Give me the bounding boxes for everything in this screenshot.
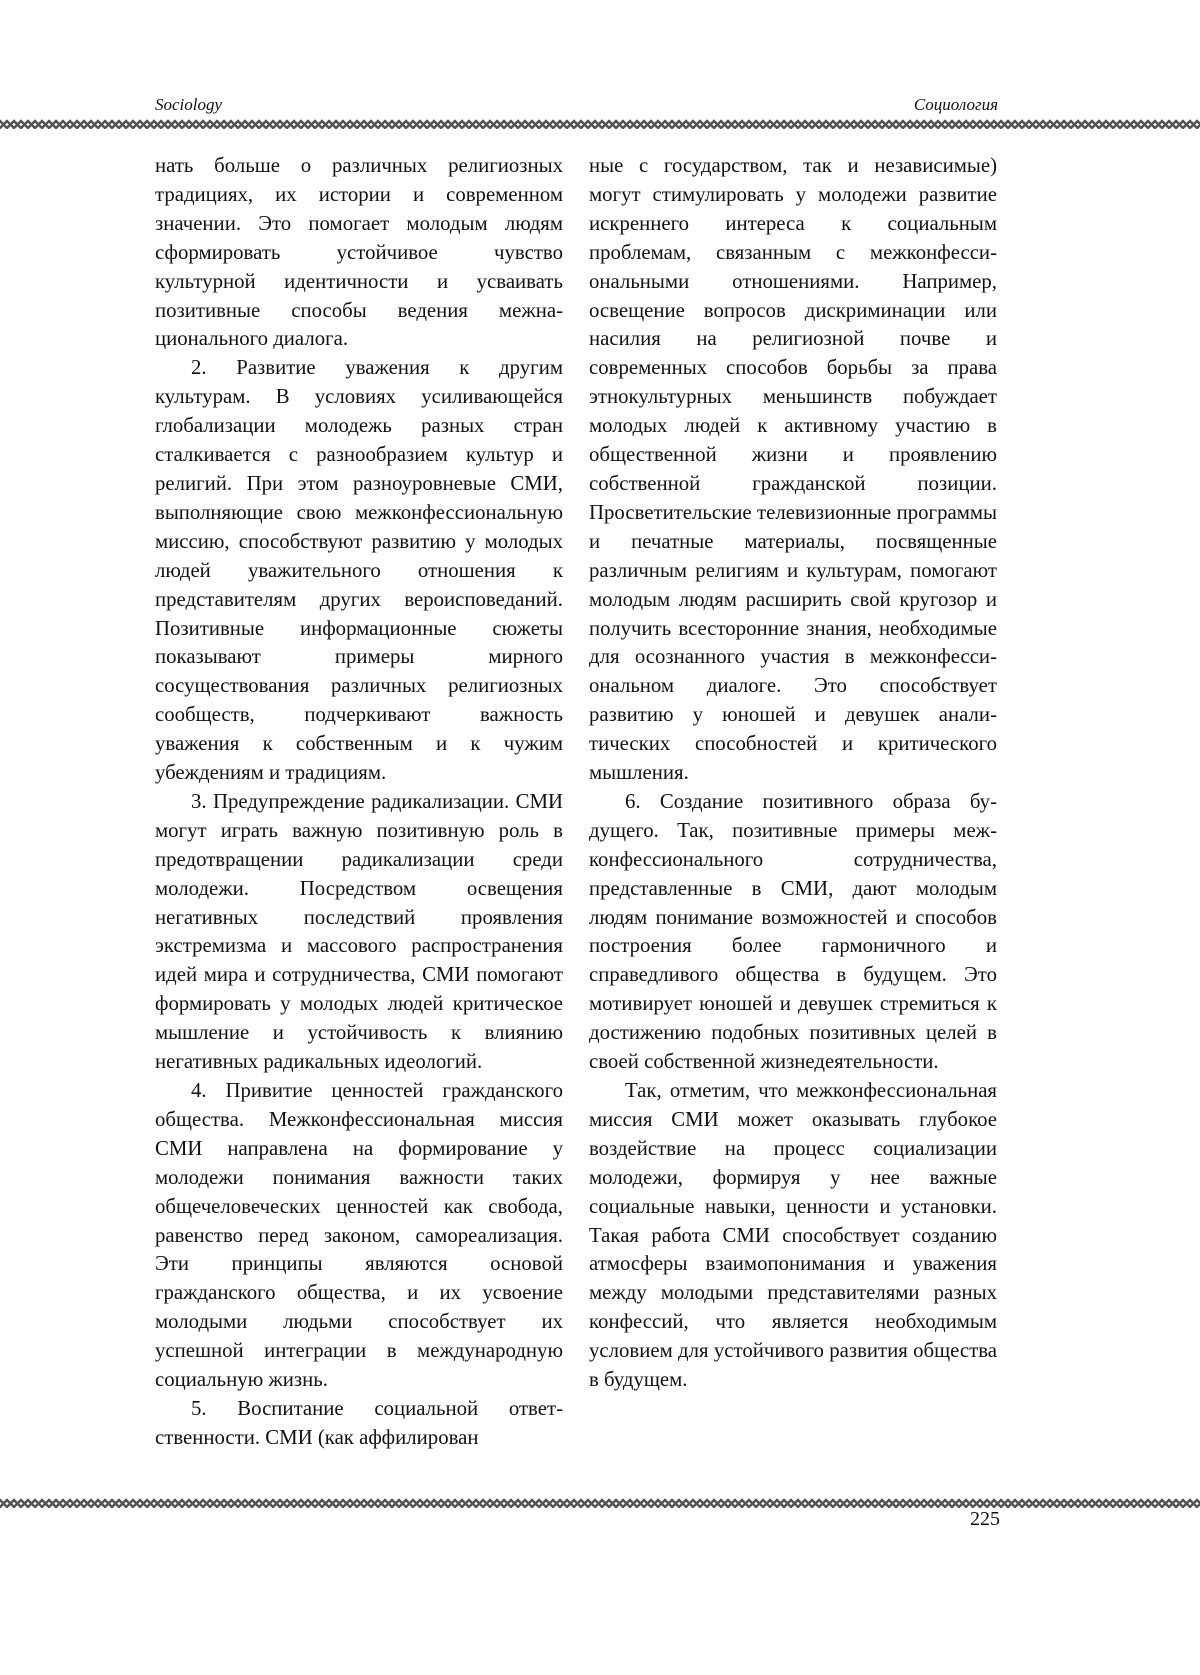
paragraph: ные с государством, так и независимые) могут стимулировать у молодежи развитие искреннего интереса к социальным проблемам, связанным с межконфессиональными отношениями. Например, освещение вопросов дискриминации или насилия на религиозной почве и современных способов борьбы за права этнокультурных меньшинств побуждает молодых людей к активному участию в общественной жизни и проявлению собственной гражданской позиции. Просветительские телевизионные программы и печатные материалы, посвященные различным религиям и культурам, помогают молодым людям расширить свой кругозор и получить всесторонние знания, необходимые для осознанного участия в межконфессиональном диалоге. Это способствует развитию у юношей и девушек аналитических способностей и критического мышления.: [589, 154, 997, 785]
top-ornamental-rule: [0, 119, 1200, 129]
paragraph: 6. Создание позитивного образа будущего. Так, позитивные примеры межконфессионального сотрудничества, представленные в СМИ, дают молодым людям понимание возможностей и способов построения более гармоничного и справедливого общества в будущем. Это мотивирует юношей и девушек стремиться к достижению подобных позитивных целей в своей собственной жизнедеятельности.: [589, 789, 997, 1074]
left-text-column: [155, 152, 563, 1453]
right-text-column: [589, 152, 997, 1395]
page-number: 225: [970, 1508, 1000, 1530]
paragraph: Так, отметим, что межконфессиональная миссия СМИ может оказывать глубокое воздействие на процесс социализации молодежи, формируя у нее важные социальные навыки, ценности и установки. Такая работа СМИ способствует созданию атмосферы взаимопонимания и уважения между молодыми представителями разных конфессий, что является необходимым условием для устойчивого развития общества в будущем.: [589, 1079, 997, 1392]
paragraph: 5. Воспитание социальной ответственности. СМИ (как аффилирован: [155, 1396, 563, 1449]
running-header: [155, 95, 998, 119]
paragraph: 3. Предупреждение радикализации. СМИ могут играть важную позитивную роль в предотвращении радикализации среди молодежи. Посредством освещения негативных последствий проявления экстремизма и массового распространения идей мира и сотрудничества, СМИ помогают формировать у молодых людей критическое мышление и устойчивость к влиянию негативных радикальных идеологий.: [155, 789, 563, 1074]
paragraph: нать больше о различных религиозных традициях, их истории и современном значении. Это помогает молодым людям сформировать устойчивое чувство культурной идентичности и усваивать позитивные способы ведения межнационального диалога.: [155, 154, 563, 351]
paragraph: 2. Развитие уважения к другим культурам. В условиях усиливающейся глобализации молодежь разных стран сталкивается с разнообразием культур и религий. При этом разноуровневые СМИ, выполняющие свою межконфессиональную миссию, способствуют развитию у молодых людей уважительного отношения к представителям других вероисповеданий. Позитивные информационные сюжеты показывают примеры мирного сосуществования различных религиозных сообществ, подчеркивают важность уважения к собственным и к чужим убеждениям и традициям.: [155, 356, 563, 785]
paragraph: 4. Привитие ценностей гражданского общества. Межконфессиональная миссия СМИ направлена на формирование у молодежи понимания важности таких общечеловеческих ценностей как свобода, равенство перед законом, самореализация. Эти принципы являются основой гражданского общества, и их усвоение молодыми людьми способствует их успешной интеграции в международную социальную жизнь.: [155, 1079, 563, 1392]
bottom-ornamental-rule: [0, 1498, 1200, 1508]
journal-section-russian: Социология: [913, 95, 998, 114]
journal-section-english: Sociology: [155, 95, 223, 114]
